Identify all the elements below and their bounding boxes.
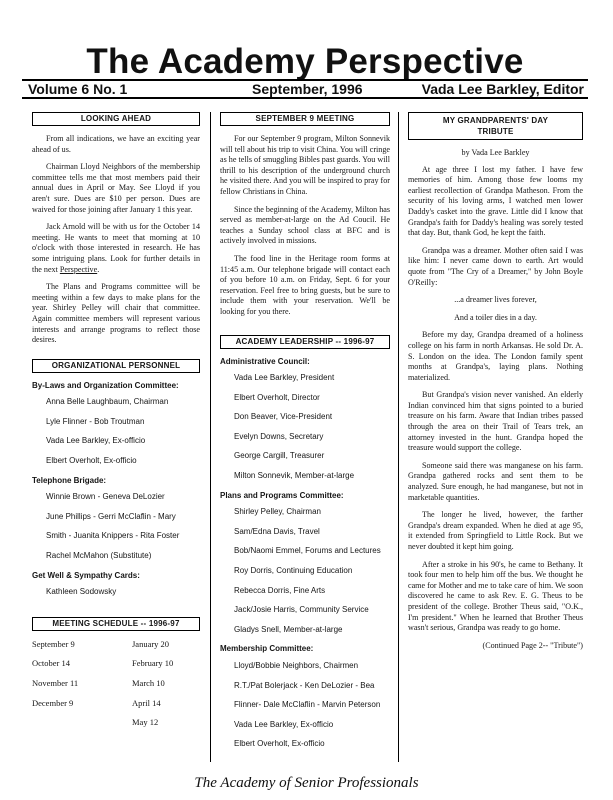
- membership-committee-title: Membership Committee:: [220, 644, 314, 654]
- tribute-heading-line: TRIBUTE: [477, 127, 514, 136]
- schedule-date: January 20: [132, 638, 170, 649]
- tribute-paragraph: After a stroke in his 90's, he came to Bethany. It took four men to help him off the bus. We thought he came for Mother and me to take care of him. We soon discovered he came to ask Rev. E. G. Theus to be president of the college. Brother Theus said, "O.K., I'm president." When he learned that Brother Theus wasn't serious, Grandpa was ready to go home.: [408, 559, 583, 633]
- continued-note: (Continued Page 2-- "Tribute"): [482, 640, 583, 650]
- admin-council-list: [220, 373, 390, 482]
- paragraph-text: .: [97, 264, 100, 274]
- tribute-paragraph: Someone said there was manganese on his farm. Grandpa gathered rocks and sent them to be analyzed. Sure enough, he had manganese, but not in marketable quantities.: [408, 460, 583, 502]
- tribute-heading-line: MY GRANDPARENTS' DAY: [442, 116, 549, 125]
- tribute-paragraph: The longer he lived, however, the farther Grandpa's dream expanded. When he died at age 95, it extended from Springfield to Little Rock. But we never doubted it kept him going.: [408, 510, 583, 551]
- list-item: Kathleen Sodowsky: [46, 587, 117, 597]
- list-item: Vada Lee Barkley, Ex-officio: [46, 436, 146, 446]
- telephone-brigade-title: Telephone Brigade:: [32, 475, 107, 485]
- perspective-reference: Perspective: [59, 264, 98, 274]
- sept-meeting-paragraph: For our September 9 program, Milton Sonnevik will tell about his trip to visit China. You will cringe as he tells of smuggling Bibles past guards. You will thrill to his description of the underground church he visited there. And you will be inspired to pray for fellow Christians in China.: [220, 134, 390, 196]
- issue-date: September, 1996: [252, 81, 363, 97]
- tribute-byline: by Vada Lee Barkley: [461, 148, 530, 157]
- organization-footer: The Academy of Senior Professionals: [194, 775, 419, 791]
- schedule-date: [32, 717, 132, 728]
- sept-meeting-paragraph: Since the beginning of the Academy, Milton has served as member-at-large on the Ad Coucil. He teaches a Sunday school class at BFC and is actively involved in missions.: [220, 204, 390, 246]
- plans-committee-list: [220, 507, 390, 635]
- list-item: Winnie Brown - Geneva DeLozier: [46, 492, 165, 502]
- tribute-paragraph: Before my day, Grandpa dreamed of a holiness college on his farm in north Arkansas. He sold Dr. A. S. London on the idea. The London family spent months at Grandpa's, laying plans. Nothing materialized.: [408, 330, 583, 382]
- list-item: Vada Lee Barkley, President: [234, 373, 335, 383]
- looking-ahead-paragraph: From all indications, we have an exciting year ahead of us.: [32, 134, 200, 154]
- list-item: Elbert Overholt, Ex-officio: [46, 456, 137, 466]
- editor-name: Vada Lee Barkley, Editor: [421, 81, 584, 97]
- sept-meeting-heading: SEPTEMBER 9 MEETING: [220, 112, 390, 126]
- list-item: Bob/Naomi Emmel, Forums and Lectures: [234, 546, 381, 556]
- schedule-date: April 14: [132, 697, 161, 708]
- list-item: Evelyn Downs, Secretary: [234, 431, 324, 441]
- schedule-date: November 11: [32, 678, 79, 688]
- cards-list: [32, 587, 200, 598]
- list-item: Lloyd/Bobbie Neighbors, Chairmen: [234, 661, 359, 670]
- list-item: Don Beaver, Vice-President: [234, 412, 333, 422]
- column-divider-2: [398, 112, 399, 762]
- poem-quote-line: ...a dreamer lives forever,: [454, 295, 537, 305]
- list-item: Flinner- Dale McClaflin - Marvin Peterson: [234, 700, 381, 710]
- meeting-schedule-grid: [32, 639, 200, 728]
- looking-ahead-paragraph: [32, 222, 200, 275]
- list-item: George Cargill, Treasurer: [234, 451, 325, 461]
- column-left: [32, 112, 200, 728]
- org-personnel-heading: ORGANIZATIONAL PERSONNEL: [32, 359, 200, 373]
- admin-council-title: Administrative Council:: [220, 356, 310, 366]
- schedule-date: February 10: [132, 658, 174, 669]
- looking-ahead-heading: LOOKING AHEAD: [32, 112, 200, 126]
- list-item: Jack/Josie Harris, Community Service: [234, 605, 369, 615]
- column-middle: [220, 112, 390, 759]
- list-item: Rebecca Dorris, Fine Arts: [234, 585, 326, 595]
- tribute-heading: [408, 112, 583, 140]
- list-item: Sam/Edna Davis, Travel: [234, 526, 320, 536]
- list-item: Rachel McMahon (Substitute): [46, 551, 152, 561]
- schedule-date: September 9: [32, 638, 75, 649]
- column-divider-1: [210, 112, 211, 762]
- leadership-heading: ACADEMY LEADERSHIP -- 1996-97: [220, 335, 390, 349]
- membership-committee-list: [220, 661, 390, 750]
- schedule-date: May 12: [132, 717, 159, 728]
- list-item: Vada Lee Barkley, Ex-officio: [234, 719, 334, 729]
- cards-title: Get Well & Sympathy Cards:: [32, 570, 140, 580]
- looking-ahead-paragraph: Chairman Lloyd Neighbors of the membership committee tells me that most members paid their annual dues in April or May. See Lloyd if you aren't sure. Dues are $10 per person. Dues are waived for those joining after January 1 this year.: [32, 162, 200, 214]
- newsletter-title: The Academy Perspective: [86, 42, 524, 81]
- list-item: Elbert Overholt, Ex-officio: [234, 739, 325, 749]
- paragraph-text: Jack Arnold will be with us for the October 14 meeting. He wants to meet that morning at 10 o'clock with those interested in research. He has some intriguing plans. Look for further details in the next: [32, 222, 200, 274]
- list-item: Elbert Overholt, Director: [234, 392, 320, 402]
- tribute-paragraph: At age three I lost my father. I have few memories of him. Among those few looms my earliest recollection of Grandpa Matheson. From the security of his loving arms, I watched men lower Daddy's casket into the grave. Little did I know that Grandpa's faith for Daddy's healing was sorely tested that day. But, thank God, he kept the faith.: [408, 164, 583, 238]
- list-item: R.T./Pat Bolerjack - Ken DeLozier - Bea: [234, 680, 375, 690]
- tribute-paragraph: But Grandpa's vision never vanished. An elderly Indian convinced him that signs pointed to a buried treasure on his farm. Aware that Indian tribes passed through the area on their Trail of Tears trek, an attorney invested in the hunt. Grandpa hoped the treasure would support the college.: [408, 390, 583, 453]
- schedule-date: December 9: [32, 697, 74, 708]
- list-item: Gladys Snell, Member-at-large: [234, 624, 343, 634]
- schedule-date: October 14: [32, 658, 71, 669]
- telephone-brigade-list: [32, 492, 200, 561]
- list-item: Shirley Pelley, Chairman: [234, 507, 321, 517]
- tribute-paragraph: Grandpa was a dreamer. Mother often said I was like him: I never came down to earth. Art would quote from "The Cry of a Dreamer," by John Boyle O'Reilly:: [408, 245, 583, 287]
- plans-committee-title: Plans and Programs Committee:: [220, 490, 344, 500]
- masthead-info-bar: [22, 79, 588, 99]
- list-item: Roy Dorris, Continuing Education: [234, 566, 353, 576]
- list-item: Milton Sonnevik, Member-at-large: [234, 471, 355, 481]
- bylaws-committee-list: [32, 397, 200, 466]
- schedule-date: March 10: [132, 678, 165, 688]
- list-item: Lyle Flinner - Bob Troutman: [46, 416, 145, 426]
- sept-meeting-paragraph: The food line in the Heritage room forms at 11:45 a.m. Our telephone brigade will contact each of you before 10 a.m. on Friday, Sept. 6 for your reservation. Feel free to bring guests, but be sure to include them with your reservation. We'll be looking for you there.: [220, 253, 390, 316]
- volume-number: Volume 6 No. 1: [28, 81, 128, 97]
- meeting-schedule-heading: MEETING SCHEDULE -- 1996-97: [32, 617, 200, 631]
- looking-ahead-paragraph: The Plans and Programs committee will be meeting within a few days to make plans for the year. Shirley Pelley will chair that committee. Again committee members will represent various interests and arrange programs to reflect those desires.: [32, 282, 200, 345]
- column-right: [408, 112, 583, 651]
- list-item: Anna Belle Laughbaum, Chairman: [46, 397, 169, 407]
- poem-quote-line: And a toiler dies in a day.: [454, 312, 537, 322]
- bylaws-committee-title: By-Laws and Organization Committee:: [32, 380, 179, 390]
- list-item: Smith - Juanita Knippers - Rita Foster: [46, 531, 180, 541]
- list-item: June Phillips - Gerri McClaflin - Mary: [46, 511, 176, 521]
